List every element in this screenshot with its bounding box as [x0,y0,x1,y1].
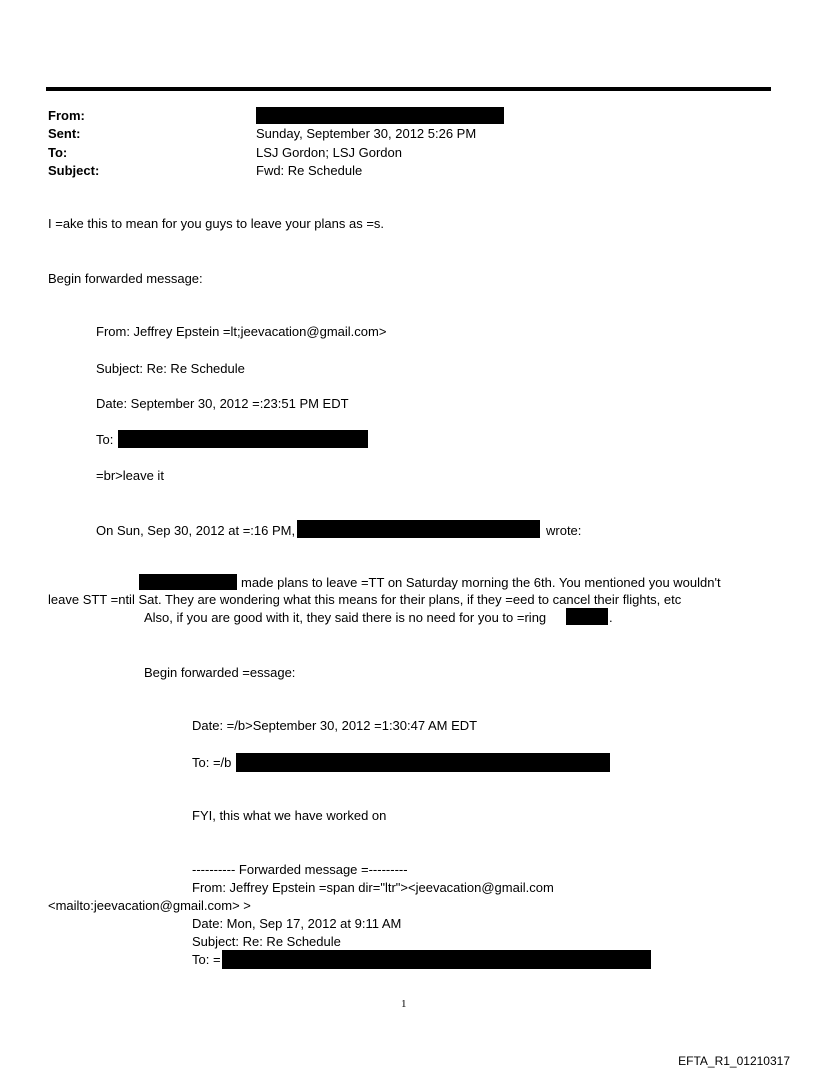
subject-value: Fwd: Re Schedule [256,163,363,178]
para1-line3-suffix: . [609,610,613,625]
fwd3-date: Date: Mon, Sep 17, 2012 at 9:11 AM [192,916,402,931]
redaction-fwd1-to [118,430,368,448]
fwd3-to-prefix: To: = [192,952,221,967]
fwd1-wrote: wrote: [546,523,582,538]
redaction-from [256,107,504,124]
fwd3-subject: Subject: Re: Re Schedule [192,934,341,949]
redaction-fwd3-to [222,950,651,969]
redaction-fwd2-to [236,753,610,772]
document-id: EFTA_R1_01210317 [678,1054,790,1068]
header-rule [46,87,771,91]
fwd1-on-prefix: On Sun, Sep 30, 2012 at =:16 PM, [96,523,296,538]
fwd2-fyi: FYI, this what we have worked on [192,808,387,823]
sent-label: Sent: [48,126,81,141]
subject-label: Subject: [48,163,100,178]
fwd2-to-prefix: To: =/b [192,755,232,770]
fwd2-date: Date: =/b>September 30, 2012 =1:30:47 AM EDT [192,718,478,733]
begin-forwarded-label-2: Begin forwarded =essage: [144,665,296,680]
para1-line1: made plans to leave =TT on Saturday morning the 6th. You mentioned you wouldn't [241,575,721,590]
fwd3-separator: ---------- Forwarded message =--------- [192,862,408,877]
para1-line2: leave STT =ntil Sat. They are wondering what this means for their plans, if they =eed to cancel their flights, etc [48,592,682,607]
fwd1-to-prefix: To: [96,432,114,447]
fwd1-subject: Subject: Re: Re Schedule [96,361,245,376]
sent-value: Sunday, September 30, 2012 5:26 PM [256,126,477,141]
page-number: 1 [401,998,407,1010]
to-label: To: [48,145,68,160]
begin-forwarded-label: Begin forwarded message: [48,271,203,286]
fwd1-date: Date: September 30, 2012 =:23:51 PM EDT [96,396,349,411]
fwd3-from-line2: <mailto:jeevacation@gmail.com> > [48,898,251,913]
intro-text: I =ake this to mean for you guys to leave your plans as =s. [48,216,385,231]
to-value: LSJ Gordon; LSJ Gordon [256,145,402,160]
para1-line3-prefix: Also, if you are good with it, they said there is no need for you to =ring [144,610,547,625]
redaction-fwd1-sender [297,520,540,538]
redaction-para1-ring [566,608,608,625]
fwd3-from-line1: From: Jeffrey Epstein =span dir="ltr"><jeevacation@gmail.com [192,880,554,895]
from-label: From: [48,108,85,123]
fwd1-from: From: Jeffrey Epstein =lt;jeevacation@gmail.com> [96,324,387,339]
fwd1-reply: =br>leave it [96,468,164,483]
redaction-para1-name [139,574,237,590]
